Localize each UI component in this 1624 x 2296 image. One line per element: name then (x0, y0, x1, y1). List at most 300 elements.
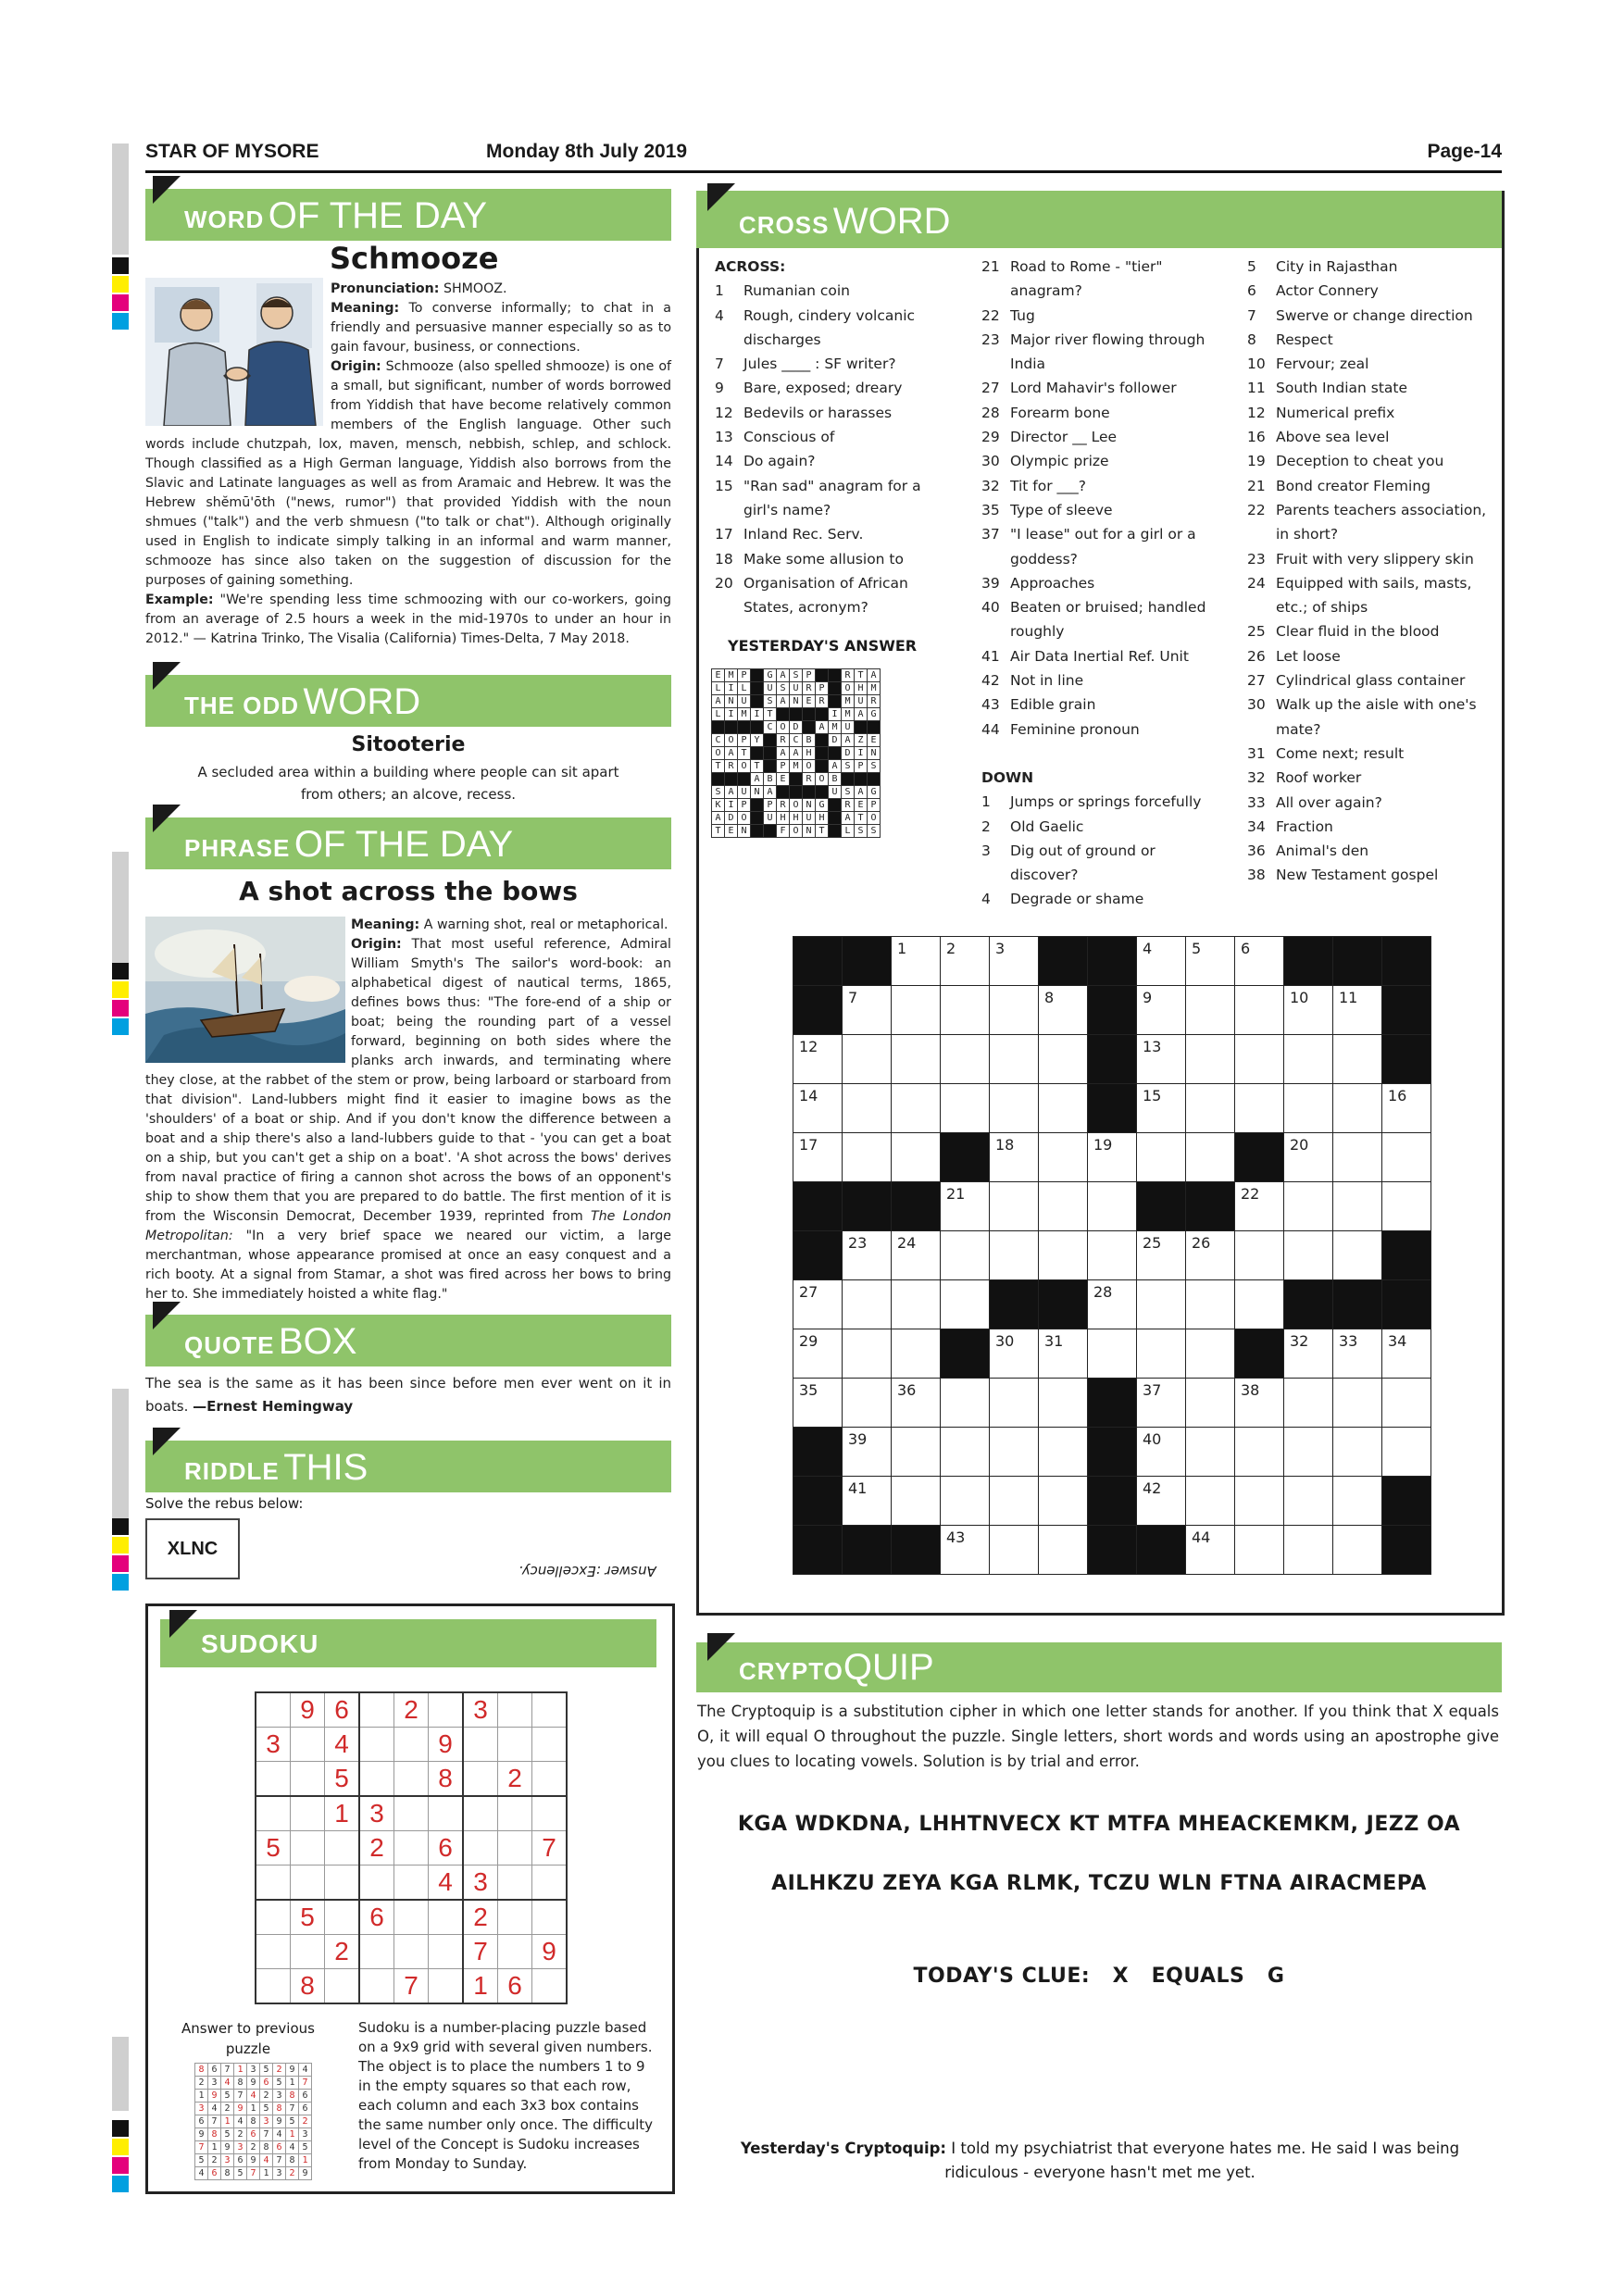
crossword-cell (1333, 1329, 1382, 1379)
banner-corner (153, 662, 181, 690)
mini-block (790, 773, 803, 786)
clue-item (715, 376, 935, 400)
clue-item (1247, 474, 1497, 498)
crossword-cell (843, 1084, 892, 1133)
sudoku-cell: 8 (429, 1762, 464, 1797)
meaning-label: Meaning: (331, 301, 400, 316)
mini-cell: R (816, 695, 829, 708)
mini-cell: M (790, 760, 803, 773)
mini-cell: L (712, 682, 725, 695)
mini-cell: S (777, 682, 790, 695)
mini-cell: O (842, 682, 855, 695)
mini-block (868, 773, 881, 786)
color-swatch-black (112, 257, 129, 274)
crossword-cell (1039, 1133, 1088, 1182)
sudoku-cell (359, 1762, 394, 1797)
mini-cell: N (738, 825, 751, 838)
crossword-block (843, 1182, 892, 1231)
sudoku-cell (429, 1900, 464, 1935)
rebus-text: XLNC (167, 1538, 219, 1559)
clue-item (981, 328, 1222, 377)
clue-number: 42 (1143, 1479, 1162, 1497)
crossword-cell (892, 1329, 941, 1379)
sudoku-cell (256, 1692, 291, 1728)
clue-item (1247, 449, 1497, 473)
crossword-block (1088, 1477, 1137, 1526)
crossword-cell (1137, 1379, 1186, 1428)
color-swatch-black (112, 2120, 129, 2137)
prev-sudoku-cell: 6 (195, 2115, 208, 2128)
mini-cell: B (803, 734, 816, 747)
clue-item (981, 498, 1222, 522)
sudoku-cell (532, 1969, 568, 2004)
mini-block (816, 786, 829, 799)
clue-item (715, 304, 935, 353)
mini-cell: T (855, 669, 868, 682)
crossword-block (1088, 1428, 1137, 1477)
banner-corner (153, 176, 181, 204)
crossword-block (1088, 1035, 1137, 1084)
mini-block (751, 695, 764, 708)
clue-number: 33 (1247, 793, 1266, 811)
crossword-cell (1333, 1526, 1382, 1575)
mini-cell: M (725, 669, 738, 682)
clue-number: 23 (848, 1234, 868, 1252)
origin-label: Origin: (331, 359, 381, 374)
mini-cell: U (829, 786, 842, 799)
crossword-cell (892, 1133, 941, 1182)
mini-cell: R (842, 669, 855, 682)
clue-number: 43 (981, 696, 1000, 714)
crossword-cell (1137, 986, 1186, 1035)
cryptoquip-clue: TODAY'S CLUE: X EQUALS G (913, 1965, 1285, 1988)
clue-text: Walk up the aisle with one's mate? (1276, 696, 1477, 738)
clue-text: Roof worker (1276, 769, 1362, 787)
banner-corner (153, 1302, 181, 1329)
clue-item (1247, 547, 1497, 571)
crossword-block (892, 1182, 941, 1231)
sudoku-cell (325, 1831, 360, 1866)
mini-cell: U (790, 682, 803, 695)
sudoku-cell: 3 (463, 1692, 498, 1728)
mini-cell: A (751, 773, 764, 786)
clue-item (1247, 668, 1497, 693)
prev-sudoku-cell: 9 (221, 2141, 234, 2154)
prev-sudoku-cell: 6 (260, 2077, 273, 2090)
prev-sudoku-cell: 4 (299, 2064, 312, 2077)
meaning-text: To converse informally; to chat in a friendly and persuasive manner especially so as to gain favour, business, or connections. (331, 301, 671, 355)
crossword-cell (1039, 1182, 1088, 1231)
crossword-cell (1235, 1231, 1284, 1280)
sudoku-cell: 3 (256, 1728, 291, 1762)
crossword-cell (843, 1477, 892, 1526)
margin-bar-mid (112, 852, 129, 963)
sudoku-cell: 1 (463, 1969, 498, 2004)
mini-cell: T (764, 708, 777, 721)
crossword-cell (1284, 1379, 1333, 1428)
clue-text: Old Gaelic (1010, 817, 1084, 835)
prev-sudoku-cell: 2 (260, 2090, 273, 2103)
mini-cell: R (868, 695, 881, 708)
clue-text: Bedevils or harasses (743, 404, 893, 421)
crossword-cell (1137, 1428, 1186, 1477)
example-label: Example: (145, 593, 214, 607)
clue-text: Dig out of ground or discover? (1010, 842, 1156, 884)
crossword-cell (843, 1133, 892, 1182)
crossword-cell (1039, 1379, 1088, 1428)
crossword-block (793, 1231, 843, 1280)
prev-sudoku-cell: 9 (195, 2128, 208, 2141)
clue-number: 26 (1247, 647, 1266, 665)
crossword-cell (1284, 1035, 1333, 1084)
clue-number: 7 (1247, 306, 1256, 324)
banner-big-text: WORD (832, 201, 951, 242)
clue-text: Conscious of (743, 429, 835, 446)
crossword-cell (1088, 1231, 1137, 1280)
crossword-cell (793, 1280, 843, 1329)
crossword-cell (941, 1231, 990, 1280)
crossword-block (1382, 1231, 1431, 1280)
crossword-cell (1284, 1329, 1333, 1379)
clue-item (981, 449, 1222, 473)
crossword-cell (1137, 1329, 1186, 1379)
clue-text: All over again? (1276, 793, 1382, 811)
sudoku-cell (429, 1692, 464, 1728)
banner-corner (153, 1428, 181, 1455)
mini-cell: S (868, 760, 881, 773)
clue-item (981, 304, 1222, 328)
mini-cell: N (725, 695, 738, 708)
crossword-block (1382, 1477, 1431, 1526)
crossword-cell (941, 1526, 990, 1575)
prev-sudoku-cell: 7 (208, 2115, 221, 2128)
clue-number: 1 (897, 940, 907, 957)
down-heading: DOWN (981, 768, 1034, 786)
crossword-cell (1186, 1428, 1235, 1477)
clue-number: 37 (981, 526, 1000, 543)
mini-block (751, 669, 764, 682)
crossword-cell (1284, 1084, 1333, 1133)
crossword-block (1382, 1526, 1431, 1575)
crossword-cell (1039, 986, 1088, 1035)
word-title: Schmooze (330, 241, 499, 276)
clue-number: 23 (981, 331, 1000, 348)
prev-sudoku-cell: 2 (247, 2141, 260, 2154)
clue-item (981, 790, 1222, 814)
sudoku-cell: 6 (429, 1831, 464, 1866)
mini-cell: P (868, 799, 881, 812)
riddle-answer: Answer :Excellency. (518, 1563, 656, 1579)
crossword-cell (1186, 937, 1235, 986)
prev-sudoku-cell: 5 (260, 2064, 273, 2077)
sudoku-cell (394, 1831, 429, 1866)
prev-sudoku-cell: 4 (273, 2128, 286, 2141)
clue-text: Clear fluid in the blood (1276, 623, 1440, 641)
mini-cell: U (738, 695, 751, 708)
clue-text: Tug (1010, 306, 1035, 324)
mini-cell: U (738, 786, 751, 799)
crossword-cell (990, 1231, 1039, 1280)
clue-number: 32 (1290, 1332, 1309, 1350)
crossword-cell (1382, 1428, 1431, 1477)
crossword-block (990, 1280, 1039, 1329)
crossword-cell (990, 1428, 1039, 1477)
crossword-block (1088, 986, 1137, 1035)
sudoku-cell: 9 (429, 1728, 464, 1762)
clue-item (981, 718, 1222, 742)
sudoku-cell (359, 1969, 394, 2004)
crossword-block (1088, 1526, 1137, 1575)
color-swatch-magenta (112, 1555, 129, 1572)
sudoku-cell (498, 1866, 532, 1901)
crossword-block (793, 1182, 843, 1231)
color-swatch-yellow (112, 981, 129, 998)
prev-sudoku-cell: 6 (273, 2141, 286, 2154)
crossword-cell (990, 1526, 1039, 1575)
sudoku-cell (394, 1900, 429, 1935)
crossword-cell (1039, 1329, 1088, 1379)
crossword-block (1088, 937, 1137, 986)
prev-sudoku-cell: 3 (273, 2090, 286, 2103)
mini-block (751, 812, 764, 825)
cryptoquip-line-1: KGA WDKDNA, LHHTNVECX KT MTFA MHEACKEMKM, JEZZ OA (737, 1813, 1461, 1836)
crossword-cell (843, 986, 892, 1035)
crossword-cell (990, 986, 1039, 1035)
crossword-cell (892, 1428, 941, 1477)
mini-cell: A (868, 669, 881, 682)
mini-cell: T (751, 760, 764, 773)
crossword-cell (1039, 1231, 1088, 1280)
banner-small-text: WORD (184, 206, 265, 233)
clue-item (1247, 401, 1497, 425)
crossword-cell (1235, 1477, 1284, 1526)
mini-cell: C (764, 721, 777, 734)
crossword-cell (1284, 1477, 1333, 1526)
meaning-label: Meaning: (351, 917, 420, 932)
mini-cell: A (725, 786, 738, 799)
clue-text: Type of sleeve (1010, 501, 1113, 518)
banner-small-text: RIDDLE (184, 1457, 280, 1485)
mini-cell: P (738, 799, 751, 812)
mini-cell: S (842, 760, 855, 773)
clue-number: 32 (981, 477, 1000, 494)
mini-block (751, 682, 764, 695)
pronunciation-label: Pronunciation: (331, 281, 440, 296)
mini-cell: U (842, 721, 855, 734)
riddle-banner (145, 1441, 671, 1492)
prev-sudoku-cell: 8 (195, 2064, 208, 2077)
sudoku-cell (394, 1796, 429, 1831)
clue-number: 28 (1093, 1283, 1113, 1301)
crossword-cell (1333, 1477, 1382, 1526)
crossword-cell (941, 1428, 990, 1477)
quote-author: —Ernest Hemingway (193, 1398, 354, 1415)
mini-cell: U (855, 695, 868, 708)
crossword-cell (1235, 1280, 1284, 1329)
crossword-cell (1186, 1526, 1235, 1575)
crossword-cell (1088, 1280, 1137, 1329)
mini-cell: R (777, 734, 790, 747)
cryptoquip-line-2: AILHKZU ZEYA KGA RLMK, TCZU WLN FTNA AIRACMEPA (771, 1872, 1427, 1895)
mini-block (764, 825, 777, 838)
crossword-block (892, 1526, 941, 1575)
mini-block (725, 721, 738, 734)
clue-number: 19 (1247, 453, 1266, 470)
clue-number: 8 (1044, 989, 1055, 1006)
sudoku-cell: 6 (359, 1900, 394, 1935)
prev-sudoku-cell: 1 (208, 2141, 221, 2154)
clue-item (981, 595, 1222, 644)
sudoku-cell: 3 (463, 1866, 498, 1901)
prev-sudoku-cell: 7 (260, 2128, 273, 2141)
clue-item (1247, 352, 1497, 376)
crossword-cell (1088, 1329, 1137, 1379)
mini-cell: I (829, 708, 842, 721)
clue-text: City in Rajasthan (1276, 258, 1398, 275)
clue-text: Organisation of African States, acronym? (743, 574, 908, 617)
clue-number: 42 (981, 672, 1000, 690)
clue-text: Above sea level (1276, 429, 1390, 446)
clue-text: Cylindrical glass container (1276, 672, 1466, 690)
mini-cell: O (777, 721, 790, 734)
mini-block (738, 721, 751, 734)
clue-number: 1 (981, 793, 991, 811)
mini-block (764, 760, 777, 773)
clue-item (1247, 742, 1497, 766)
crossword-cell (941, 986, 990, 1035)
crossword-cell (990, 1035, 1039, 1084)
mini-block (764, 747, 777, 760)
clue-number: 4 (981, 891, 991, 908)
clue-number: 27 (799, 1283, 818, 1301)
sudoku-cell: 6 (325, 1692, 360, 1728)
crossword-cell (843, 1280, 892, 1329)
sudoku-cell (325, 1900, 360, 1935)
crossword-cell (1039, 1428, 1088, 1477)
crossword-cell (941, 1477, 990, 1526)
crossword-cell (1137, 1133, 1186, 1182)
down-clues-col3 (1247, 255, 1497, 888)
sudoku-cell: 2 (463, 1900, 498, 1935)
mini-block (829, 812, 842, 825)
clue-text: Actor Connery (1276, 282, 1379, 300)
crossword-cell (793, 1329, 843, 1379)
mini-cell: S (790, 669, 803, 682)
sudoku-cell (359, 1935, 394, 1969)
clue-text: Jumps or springs forcefully (1010, 793, 1202, 811)
clue-text: Let loose (1276, 647, 1341, 665)
prev-sudoku-cell: 8 (286, 2090, 299, 2103)
sudoku-cell: 1 (325, 1796, 360, 1831)
sudoku-cell (532, 1866, 568, 1901)
mini-cell: P (803, 669, 816, 682)
banner-small-text: QUOTE (184, 1331, 275, 1359)
mini-block (738, 773, 751, 786)
mini-cell: O (803, 760, 816, 773)
odd-word-definition: A secluded area within a building where people can sit apart from others; an alcove, recess. (197, 764, 619, 803)
prev-sudoku-cell: 7 (195, 2141, 208, 2154)
mini-block (829, 825, 842, 838)
mini-cell: L (738, 682, 751, 695)
clue-number: 21 (981, 258, 1000, 275)
crossword-cell (941, 1182, 990, 1231)
prev-sudoku-cell: 1 (195, 2090, 208, 2103)
clue-text: Inland Rec. Serv. (743, 526, 864, 543)
mini-cell: T (816, 825, 829, 838)
prev-sudoku-cell: 1 (247, 2103, 260, 2115)
crossword-cell (990, 1329, 1039, 1379)
crossword-cell (1333, 1182, 1382, 1231)
sudoku-cell (532, 1796, 568, 1831)
prev-sudoku-cell: 1 (286, 2128, 299, 2141)
mini-cell: A (777, 695, 790, 708)
mini-block (803, 721, 816, 734)
crossword-cell (843, 1428, 892, 1477)
prev-sudoku-cell: 6 (299, 2090, 312, 2103)
mini-cell: D (829, 734, 842, 747)
clue-item (1247, 376, 1497, 400)
prev-sudoku-cell: 5 (286, 2115, 299, 2128)
prev-sudoku-cell: 1 (260, 2167, 273, 2180)
mini-cell: D (842, 747, 855, 760)
crossword-cell (843, 1231, 892, 1280)
prev-sudoku-cell: 6 (299, 2103, 312, 2115)
across-heading: ACROSS: (715, 258, 786, 275)
sudoku-cell (394, 1935, 429, 1969)
banner-small-text: SUDOKU (201, 1629, 319, 1658)
crossword-block (1382, 986, 1431, 1035)
mini-cell: N (803, 799, 816, 812)
crossword-cell (1186, 1280, 1235, 1329)
clue-number: 17 (715, 526, 733, 543)
mini-cell: A (725, 747, 738, 760)
crossword-cell (1186, 986, 1235, 1035)
clue-number: 10 (1290, 989, 1309, 1006)
mini-cell: E (712, 669, 725, 682)
clue-item (715, 522, 935, 546)
clue-number: 9 (1143, 989, 1153, 1006)
page-number: Page-14 (1427, 141, 1502, 162)
clue-item (981, 693, 1222, 717)
mini-block (751, 747, 764, 760)
prev-sudoku-cell: 9 (234, 2103, 247, 2115)
sudoku-cell (256, 1900, 291, 1935)
clue-number: 5 (1192, 940, 1202, 957)
prev-sudoku-cell: 4 (195, 2167, 208, 2180)
clue-item (1247, 304, 1497, 328)
prev-sudoku-cell: 3 (195, 2103, 208, 2115)
mini-cell: E (725, 825, 738, 838)
mini-cell: E (777, 773, 790, 786)
phrase-of-day-banner (145, 817, 671, 869)
clue-number: 22 (1241, 1185, 1260, 1203)
sudoku-cell (256, 1969, 291, 2004)
sudoku-cell: 2 (498, 1762, 532, 1797)
crossword-cell (1235, 1182, 1284, 1231)
mini-cell: M (842, 695, 855, 708)
clue-item (981, 815, 1222, 839)
clue-text: Do again? (743, 453, 816, 470)
crossword-cell (1284, 1526, 1333, 1575)
prev-sudoku-cell: 6 (208, 2064, 221, 2077)
sudoku-cell (291, 1935, 325, 1969)
mini-cell: I (725, 708, 738, 721)
clue-text: Deception to cheat you (1276, 453, 1444, 470)
meaning-text: A warning shot, real or metaphorical. (423, 917, 668, 932)
crossword-cell (1186, 1477, 1235, 1526)
banner-big-text: WORD (303, 681, 421, 722)
prev-sudoku-cell: 9 (247, 2154, 260, 2167)
